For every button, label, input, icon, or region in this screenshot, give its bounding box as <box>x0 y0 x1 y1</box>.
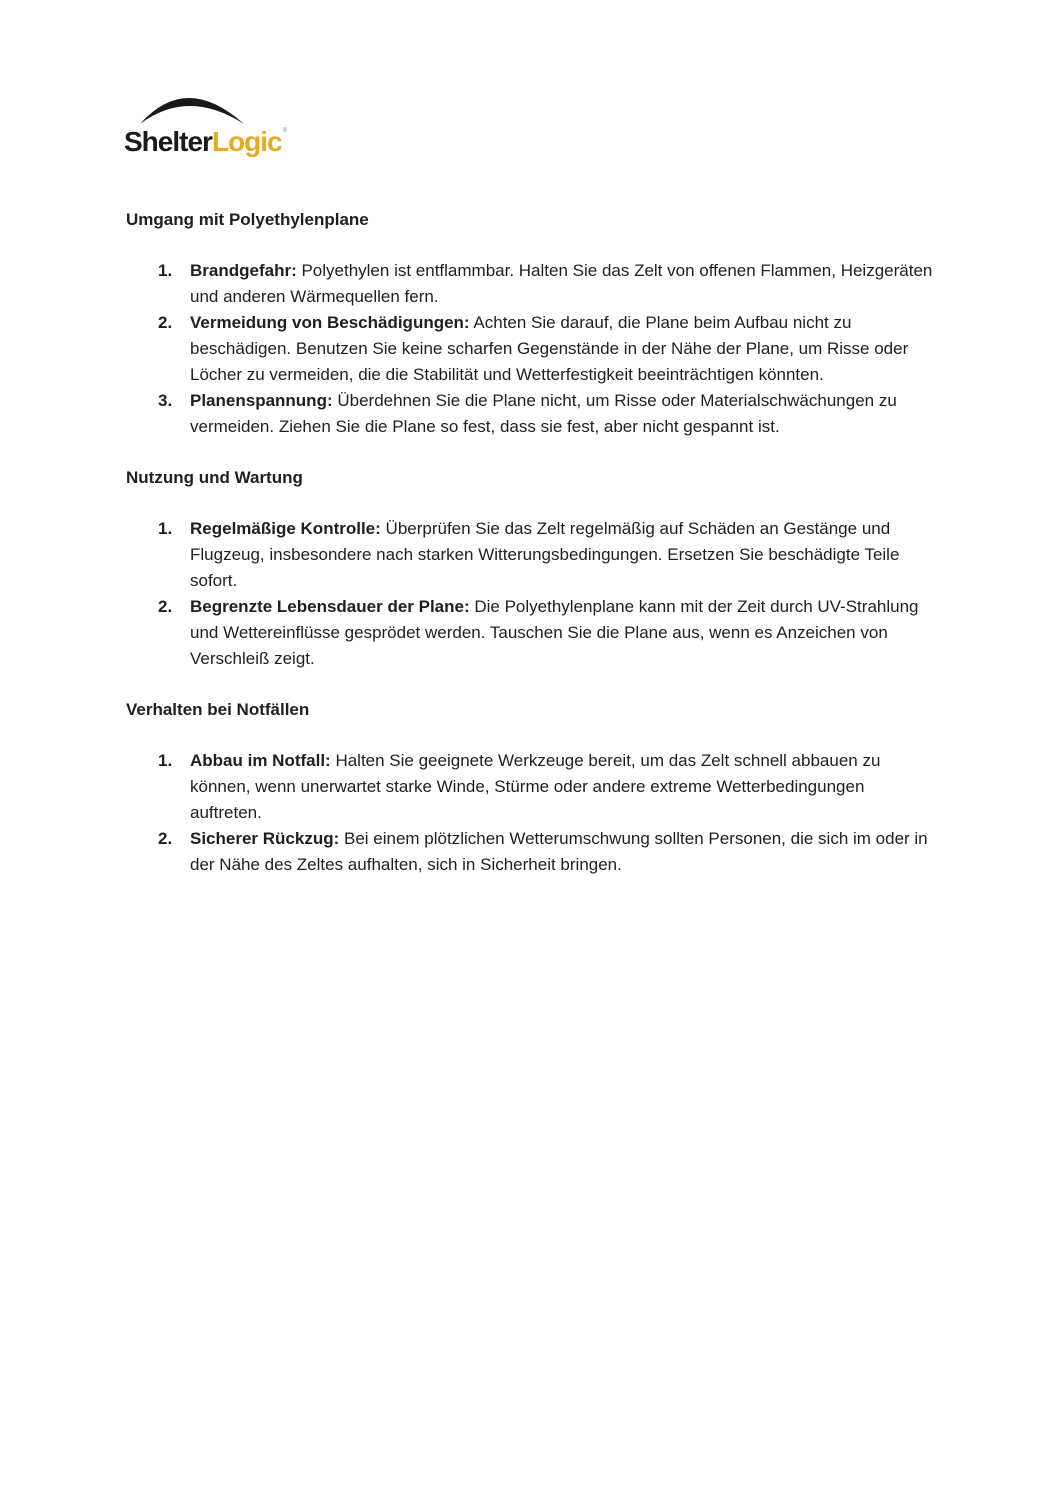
item-term: Sicherer Rückzug: <box>190 829 340 848</box>
list-item <box>126 748 936 826</box>
list-item <box>126 258 936 310</box>
item-term: Regelmäßige Kontrolle: <box>190 519 381 538</box>
item-text: Bei einem plötzlichen Wetterumschwung sollten Personen, die sich im oder in der Nähe des Zeltes aufhalten, sich in Sicherheit bringen. <box>190 829 928 874</box>
item-text: Halten Sie geeignete Werkzeuge bereit, um das Zelt schnell abbauen zu können, wenn unerwartet starke Winde, Stürme oder andere extreme Wetterbedingungen auftreten. <box>190 751 881 822</box>
item-term: Brandgefahr: <box>190 261 297 280</box>
logo-arc-icon <box>124 84 254 128</box>
numbered-list <box>126 258 936 440</box>
section-emergency <box>126 698 936 878</box>
section-usage-maintenance <box>126 466 936 672</box>
list-number: 1. <box>158 751 173 770</box>
item-term: Begrenzte Lebensdauer der Plane: <box>190 597 470 616</box>
list-item <box>126 516 936 594</box>
logo-wordmark <box>124 128 287 156</box>
numbered-list <box>126 748 936 878</box>
section-polyethylene <box>126 208 936 440</box>
list-number: 2. <box>158 829 173 848</box>
item-text: Überprüfen Sie das Zelt regelmäßig auf Schäden an Gestänge und Flugzeug, insbesondere nach starken Witterungsbedingungen. Ersetzen Sie beschädigte Teile sofort. <box>190 519 900 590</box>
list-item <box>126 594 936 672</box>
section-heading: Nutzung und Wartung <box>126 468 303 487</box>
item-text: Achten Sie darauf, die Plane beim Aufbau nicht zu beschädigen. Benutzen Sie keine scharfen Gegenstände in der Nähe der Plane, um Risse oder Löcher zu vermeiden, die die Stabilität und Wetterfestigkeit beeinträchtigen könnten. <box>190 313 909 384</box>
list-number: 3. <box>158 391 173 410</box>
item-term: Abbau im Notfall: <box>190 751 331 770</box>
list-number: 2. <box>158 313 173 332</box>
item-text: Die Polyethylenplane kann mit der Zeit durch UV-Strahlung und Wettereinflüsse gesprödet werden. Tauschen Sie die Plane aus, wenn es Anzeichen von Verschleiß zeigt. <box>190 597 919 668</box>
numbered-list <box>126 516 936 672</box>
list-item <box>126 310 936 388</box>
list-number: 2. <box>158 597 173 616</box>
shelterlogic-logo <box>124 84 288 174</box>
logo-word-logic: Logic <box>211 126 282 157</box>
item-term: Vermeidung von Beschädigungen: <box>190 313 470 332</box>
list-item <box>126 826 936 878</box>
document-body <box>126 208 936 904</box>
list-number: 1. <box>158 519 173 538</box>
section-heading: Umgang mit Polyethylenplane <box>126 210 369 229</box>
logo-word-shelter: Shelter <box>124 126 212 157</box>
logo-trademark: ® <box>282 128 288 134</box>
item-text: Polyethylen ist entflammbar. Halten Sie das Zelt von offenen Flammen, Heizgeräten und anderen Wärmequellen fern. <box>190 261 933 306</box>
list-item <box>126 388 936 440</box>
item-term: Planenspannung: <box>190 391 333 410</box>
list-number: 1. <box>158 261 173 280</box>
section-heading: Verhalten bei Notfällen <box>126 700 310 719</box>
item-text: Überdehnen Sie die Plane nicht, um Risse oder Materialschwächungen zu vermeiden. Ziehen Sie die Plane so fest, dass sie fest, aber nicht gespannt ist. <box>190 391 897 436</box>
